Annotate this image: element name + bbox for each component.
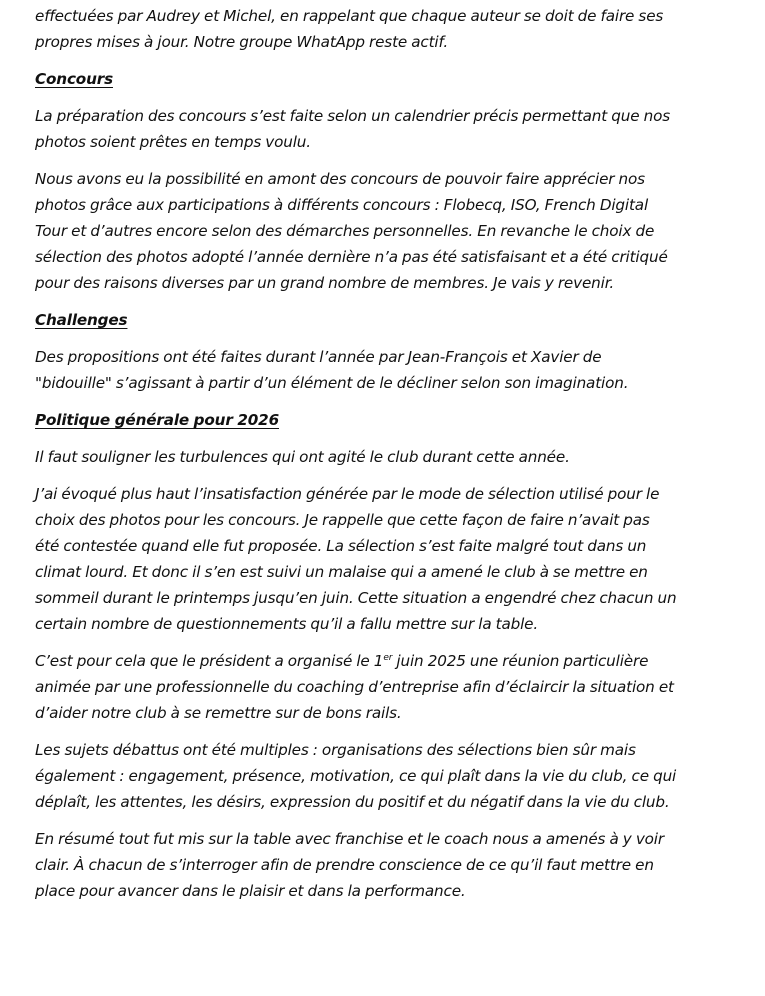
text-line: climat lourd. Et donc il s’en est suivi un malaise qui a amené le club à se mettre en bbox=[35, 563, 648, 581]
text-line: clair. À chacun de s’interroger afin de prendre conscience de ce qu’il faut mettre en bbox=[35, 856, 654, 874]
heading-challenges: Challenges bbox=[35, 311, 128, 329]
text-line: Tour et d’autres encore selon des démarches personnelles. En revanche le choix de bbox=[35, 222, 655, 240]
text-line: Les sujets débattus ont été multiples : organisations des sélections bien sûr mais bbox=[35, 741, 636, 759]
text-line: effectuées par Audrey et Michel, en rappelant que chaque auteur se doit de faire ses bbox=[35, 7, 664, 25]
paragraph-sujets bbox=[35, 737, 735, 815]
text-line: d’aider notre club à se remettre sur de bons rails. bbox=[35, 704, 402, 722]
paragraph-propositions bbox=[35, 344, 735, 396]
text-line: animée par une professionnelle du coaching d’entreprise afin d’éclaircir la situation et bbox=[35, 678, 674, 696]
ordinal-superscript: er bbox=[383, 653, 393, 663]
paragraph-insatisfaction bbox=[35, 481, 735, 637]
text-line: place pour avancer dans le plaisir et dans la performance. bbox=[35, 882, 466, 900]
text-line: choix des photos pour les concours. Je rappelle que cette façon de faire n’avait pas bbox=[35, 511, 650, 529]
document-body bbox=[35, 3, 735, 915]
text-line: J’ai évoqué plus haut l’insatisfaction générée par le mode de sélection utilisé pour le bbox=[35, 485, 660, 503]
text-line: photos grâce aux participations à différents concours : Flobecq, ISO, French Digital bbox=[35, 196, 649, 214]
paragraph-possibilite bbox=[35, 166, 735, 296]
text-line: photos soient prêtes en temps voulu. bbox=[35, 133, 311, 151]
paragraph-preparation bbox=[35, 103, 735, 155]
text-line: La préparation des concours s’est faite selon un calendrier précis permettant que nos bbox=[35, 107, 670, 125]
text-line: sommeil durant le printemps jusqu’en juin. Cette situation a engendré chez chacun un bbox=[35, 589, 677, 607]
text-line bbox=[35, 648, 648, 674]
text-line: Il faut souligner les turbulences qui ont agité le club durant cette année. bbox=[35, 448, 570, 466]
paragraph-resume bbox=[35, 826, 735, 904]
text-line: sélection des photos adopté l’année dernière n’a pas été satisfaisant et a été critiqué bbox=[35, 248, 668, 266]
paragraph-reunion bbox=[35, 648, 735, 726]
paragraph-turbulences bbox=[35, 444, 735, 470]
text-fragment: C’est pour cela que le président a organisé le 1 bbox=[35, 652, 384, 670]
text-line: Nous avons eu la possibilité en amont des concours de pouvoir faire apprécier nos bbox=[35, 170, 645, 188]
paragraph-intro bbox=[35, 3, 735, 55]
text-line: également : engagement, présence, motivation, ce qui plaît dans la vie du club, ce qui bbox=[35, 767, 677, 785]
heading-politique-generale: Politique générale pour 2026 bbox=[35, 411, 279, 429]
heading-concours: Concours bbox=[35, 70, 113, 88]
text-line: En résumé tout fut mis sur la table avec franchise et le coach nous a amenés à y voir bbox=[35, 830, 664, 848]
text-fragment: juin 2025 une réunion particulière bbox=[392, 652, 649, 670]
text-line: déplaît, les attentes, les désirs, expression du positif et du négatif dans la vie du club. bbox=[35, 793, 670, 811]
text-line: certain nombre de questionnements qu’il a fallu mettre sur la table. bbox=[35, 615, 539, 633]
text-line: "bidouille" s’agissant à partir d’un élément de le décliner selon son imagination. bbox=[35, 374, 629, 392]
text-line: Des propositions ont été faites durant l’année par Jean-François et Xavier de bbox=[35, 348, 602, 366]
text-line: propres mises à jour. Notre groupe WhatApp reste actif. bbox=[35, 33, 449, 51]
text-line: pour des raisons diverses par un grand nombre de membres. Je vais y revenir. bbox=[35, 274, 615, 292]
text-line: été contestée quand elle fut proposée. La sélection s’est faite malgré tout dans un bbox=[35, 537, 647, 555]
